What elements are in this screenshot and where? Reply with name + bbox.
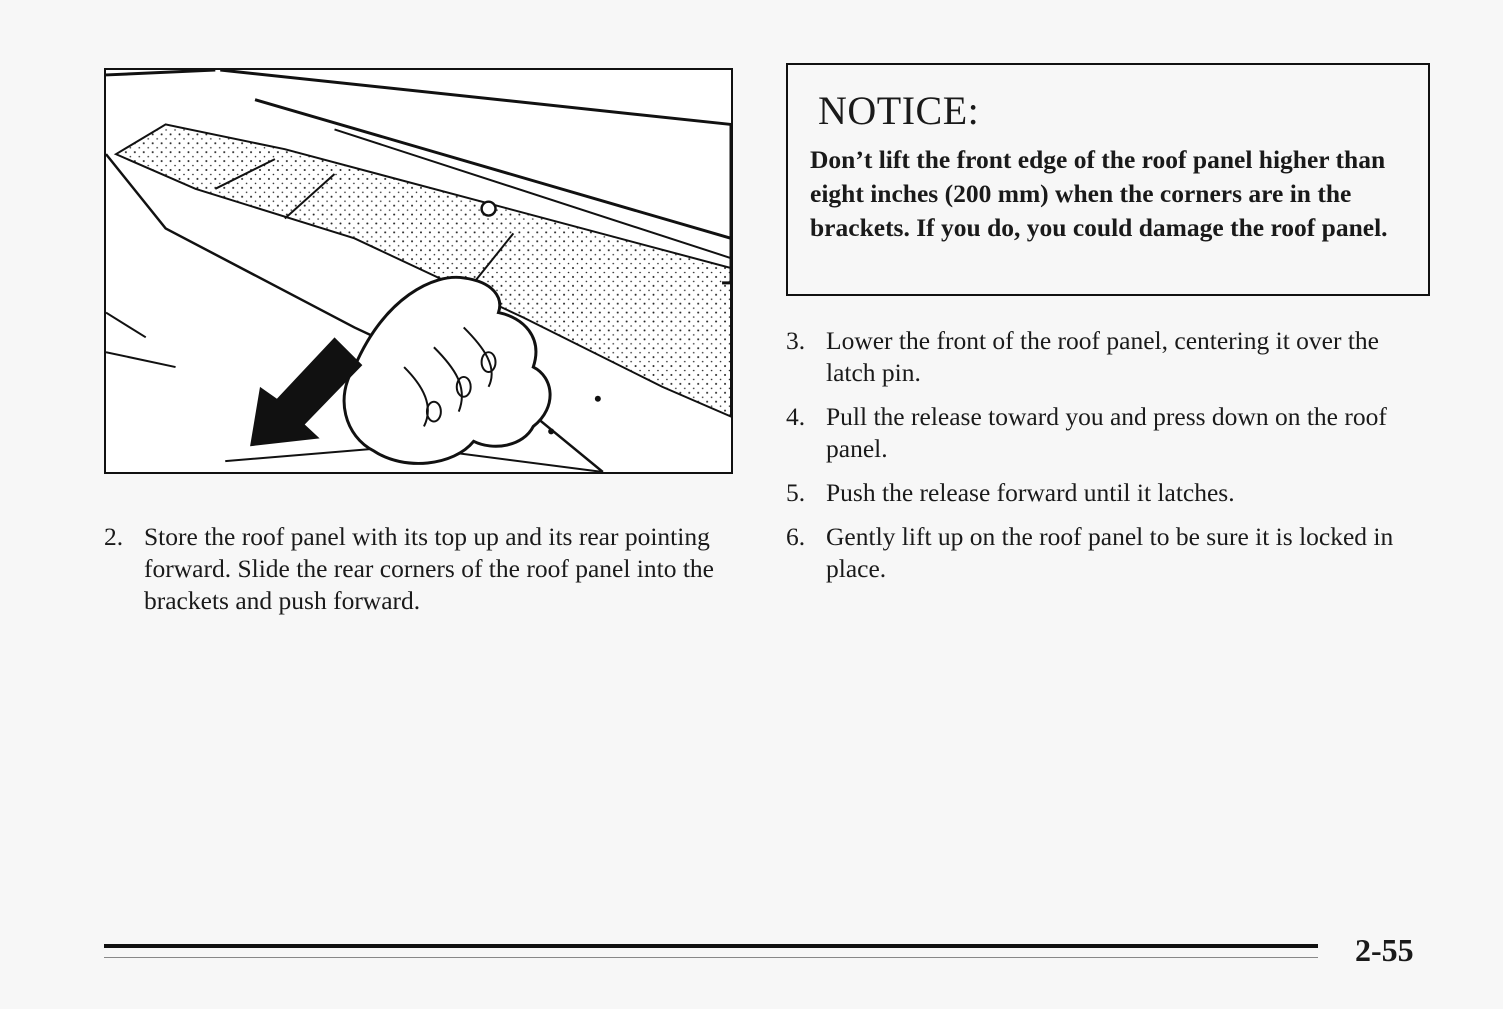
- step-text: Lower the front of the roof panel, centering it over the latch pin.: [826, 326, 1379, 387]
- step-number: 2.: [104, 522, 124, 551]
- step-2: [104, 521, 714, 617]
- step-number: 6.: [786, 522, 806, 551]
- step-text: Pull the release toward you and press down on the roof panel.: [826, 402, 1387, 463]
- step-4: [786, 401, 1426, 465]
- step-text: Gently lift up on the roof panel to be sure it is locked in place.: [826, 522, 1394, 583]
- step-number: 3.: [786, 326, 806, 355]
- footer-rule-thin: [104, 957, 1318, 958]
- step-text: Push the release forward until it latches.: [826, 478, 1235, 507]
- notice-box: [786, 63, 1430, 296]
- step-text: Store the roof panel with its top up and its rear pointing forward. Slide the rear corners of the roof panel into the brackets and push forward.: [144, 522, 714, 615]
- roof-panel-illustration: [104, 68, 733, 474]
- step-number: 5.: [786, 478, 806, 507]
- page-number: 2-55: [1355, 932, 1414, 968]
- step-6: [786, 521, 1436, 585]
- step-number: 4.: [786, 402, 806, 431]
- roof-panel-hand-arrow-icon: [106, 70, 731, 472]
- notice-title: NOTICE:: [818, 88, 980, 133]
- notice-body: Don’t lift the front edge of the roof panel higher than eight inches (200 mm) when the corners are in the brackets. If you do, you could damage the roof panel.: [810, 145, 1388, 242]
- step-5: [786, 477, 1426, 509]
- step-3: [786, 325, 1426, 389]
- footer-rule: [104, 944, 1318, 948]
